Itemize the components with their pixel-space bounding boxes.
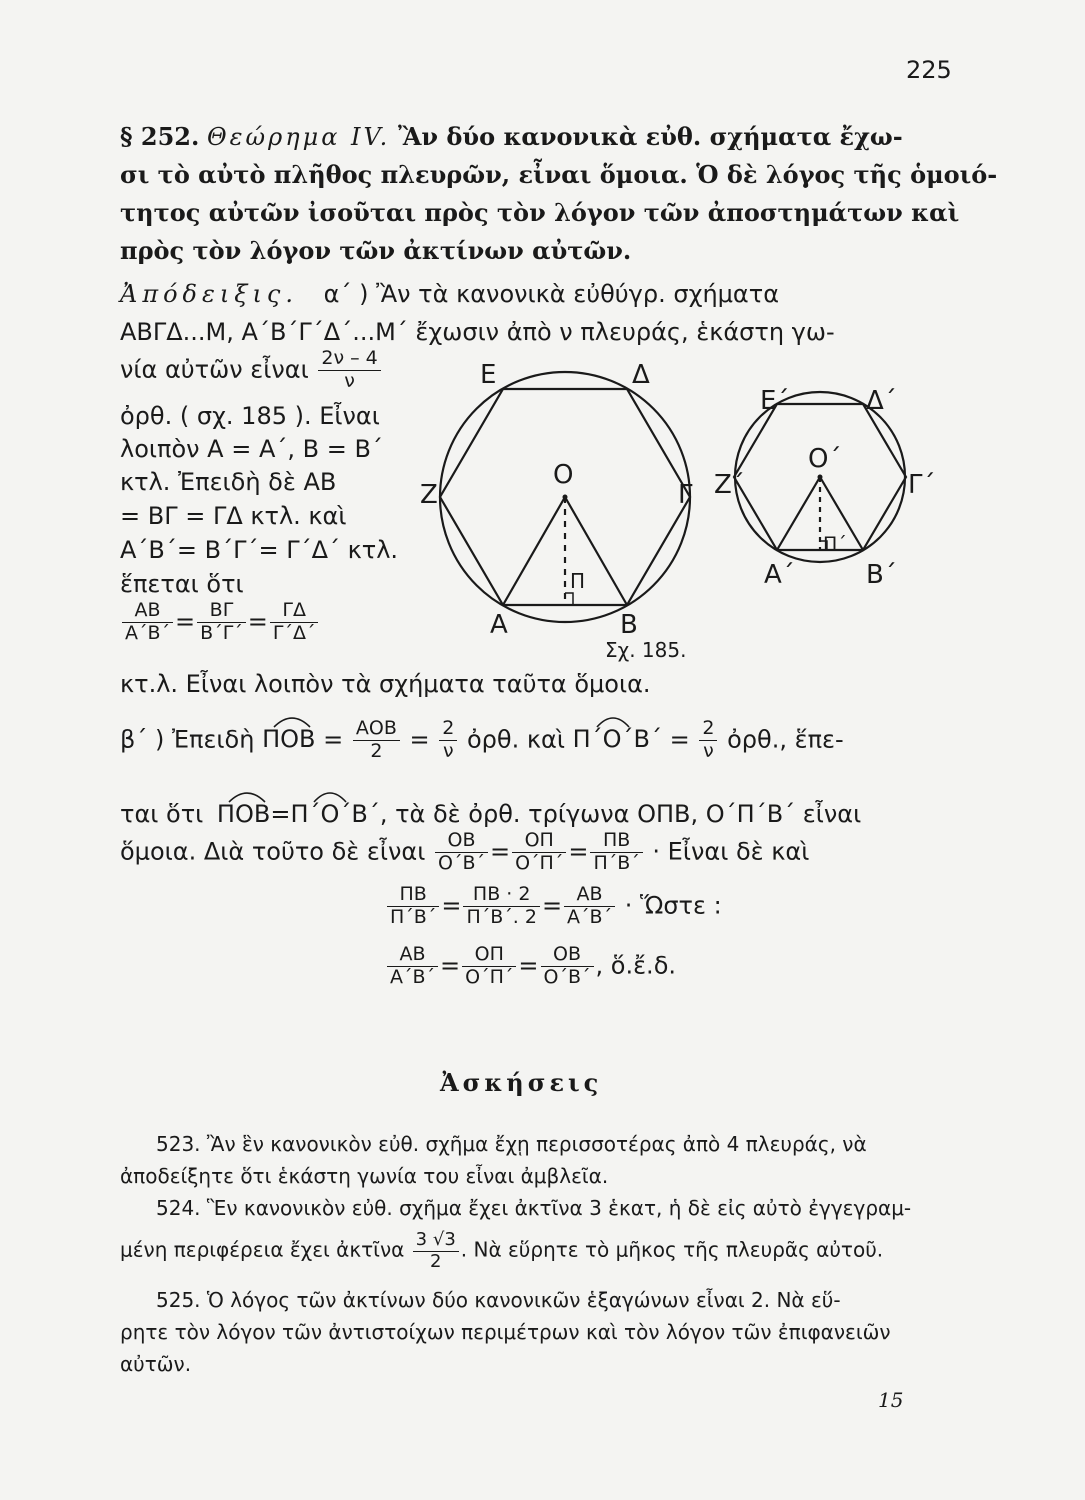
fraction-numerator: 2ν – 4 [318,348,380,371]
label-D-prime: Δ΄ [866,386,897,416]
proof-text-3: νία αὐτῶν εἶναι [120,355,309,384]
page-number: 225 [906,56,952,84]
proof-b-line-2: ται ὅτι ΠΟΒ =Π΄Ο΄Β΄ , τὰ δὲ ὀρθ. τρίγωνα ΟΠΒ, Ο΄Π΄Β΄ εἶναι [120,800,861,828]
label-A-prime: Α΄ [764,560,795,590]
arc-icon [227,788,267,804]
proof-line-9: ἕπεται ὅτι [120,570,244,598]
exercise-524-line-1: 524. Ἓν κανονικὸν εὐθ. σχῆμα ἔχει ἀκτῖνα 3 ἑκατ, ἡ δὲ εἰς αὐτὸ ἐγγεγραμ- [156,1196,912,1220]
theorem-line-1 [120,122,903,151]
proof-text-1: α΄ ) Ἂν τὰ κανονικὰ εὐθύγρ. σχήματα [323,280,780,308]
fraction-denominator: ν [344,369,355,392]
angle-P-O-B-prime: Π΄Ο΄Β΄ [572,725,662,754]
proof-label: Ἀπόδειξις. [120,280,298,308]
proof-line-6: κτλ. Ἐπειδὴ δὲ ΑΒ [120,468,337,496]
big-radius-OA [503,497,565,605]
proof-line-5: λοιπὸν Α = Α΄, Β = Β΄ [120,435,383,463]
exercise-523-line-2: ἀποδείξητε ὅτι ἑκάστη γωνία του εἶναι ἀμβλεῖα. [120,1164,609,1188]
theorem-label: Θεώρημα IV. [207,123,391,151]
label-P-prime: Π΄ [823,533,847,555]
small-radius-OA [777,477,820,550]
exercise-524-line-2: μένη περιφέρεια ἔχει ἀκτῖνα $\frac{3 √3}{2}$ . Νὰ εὕρητε τὸ μῆκος τῆς πλευρᾶς αὐτοῦ. [120,1229,884,1272]
folio-number: 15 [878,1388,904,1412]
exercise-525-line-3: αὐτῶν. [120,1352,192,1376]
exercise-523-line-1: 523. Ἂν ἓν κανονικὸν εὐθ. σχῆμα ἔχῃ περισσοτέρας ἀπὸ 4 πλευράς, νὰ [156,1132,867,1156]
theorem-line-4: πρὸς τὸν λόγον τῶν ἀκτίνων αὐτῶν. [120,236,632,265]
proof-b-line-5: $\frac{AB}{A΄B΄}$ = $\frac{O\Pi}{O΄\Pi΄}$ = $\frac{OB}{O΄B΄}$ , ὅ.ἔ.δ. [385,944,676,989]
exercise-524 [120,1192,940,1272]
proof-line-1 [120,280,779,308]
figure-185 [410,335,950,680]
proof-b-line-1: β΄ ) Ἐπειδὴ ΠΟΒ = $\frac{\text{ΑΟΒ}}{2}$ = $\frac{2}{\nu}$ ὀρθ. καὶ Π΄Ο΄Β΄ = $\frac{2}{\nu}$ ὀρθ., ἕπε- [120,718,844,763]
angle-POB: ΠΟΒ [262,725,316,754]
ratio-equation: $\frac{AB}{A΄B΄}$ = $\frac{B\Gamma}{B΄\Gamma΄}$ = $\frac{\Gamma\Delta}{\Gamma΄\Delta΄}$ [120,600,320,645]
exercise-525-line-2: ρητε τὸν λόγον τῶν ἀντιστοίχων περιμέτρων καὶ τὸν λόγον τῶν ἐπιφανειῶν [120,1320,891,1344]
theorem-line-2: σι τὸ αὐτὸ πλῆθος πλευρῶν, εἶναι ὅμοια. Ὁ δὲ λόγος τῆς ὁμοιό- [120,160,998,189]
label-P: Π [570,569,586,593]
section-number: § 252. [120,122,200,151]
label-E-prime: Ε΄ [760,386,790,416]
label-B-prime: Β΄ [866,560,897,590]
proof-line-7: = ΒΓ = ΓΔ κτλ. καὶ [120,502,347,530]
arc-icon [272,713,312,729]
angle-fraction [318,348,380,393]
proof-b-line-3: ὅμοια. Διὰ τοῦτο δὲ εἶναι $\frac{OB}{O΄B΄}$ = $\frac{O\Pi}{O΄\Pi΄}$ = $\frac{\Pi B}{\Pi΄B΄}$ · Εἶναι δὲ καὶ [120,829,810,874]
theorem-line-3: τητος αὐτῶν ἰσοῦται πρὸς τὸν λόγον τῶν ἀποστημάτων καὶ [120,198,960,227]
proof-line-2: ΑΒΓΔ...Μ, Α΄Β΄Γ΄Δ΄...Μ΄ ἔχωσιν ἀπὸ ν πλευράς, ἑκάστη γω- [120,318,835,346]
label-D: Δ [632,360,650,390]
label-A: Α [490,610,508,640]
arc-icon [312,788,348,804]
label-O-prime: Ο΄ [808,444,842,474]
label-G: Γ [678,480,693,510]
figure-caption: Σχ. 185. [605,638,687,662]
label-Z: Ζ [420,480,438,510]
exercise-525 [120,1284,940,1380]
proof-line-4: ὀρθ. ( σχ. 185 ). Εἶναι [120,402,380,430]
proof-line-8: Α΄Β΄= Β΄Γ΄= Γ΄Δ΄ κτλ. [120,536,399,564]
label-E: Ε [480,360,497,390]
proof-b-line-4: $\frac{\Pi B}{\Pi΄B΄}$ = $\frac{\Pi B \cdot 2}{\Pi΄B΄. 2}$ = $\frac{AB}{A΄B΄}$ · Ὥστε : [385,884,722,929]
exercise-523 [120,1128,940,1192]
label-O: Ο [553,460,574,490]
label-B: Β [620,610,638,640]
theorem-text-1: Ἂν δύο κανονικὰ εὐθ. σχήματα ἔχω- [397,122,903,151]
label-Z-prime: Ζ΄ [714,470,745,500]
proof-line-10: κτ.λ. Εἶναι λοιπὸν τὰ σχήματα ταῦτα ὅμοια. [120,670,651,698]
arc-icon [595,713,631,729]
exercise-525-line-1: 525. Ὁ λόγος τῶν ἀκτίνων δύο κανονικῶν ἑξαγώνων εἶναι 2. Νὰ εὕ- [156,1288,841,1312]
proof-line-3 [120,348,383,393]
exercises-heading: Ἀσκήσεις [440,1068,603,1097]
label-G-prime: Γ΄ [908,470,936,500]
